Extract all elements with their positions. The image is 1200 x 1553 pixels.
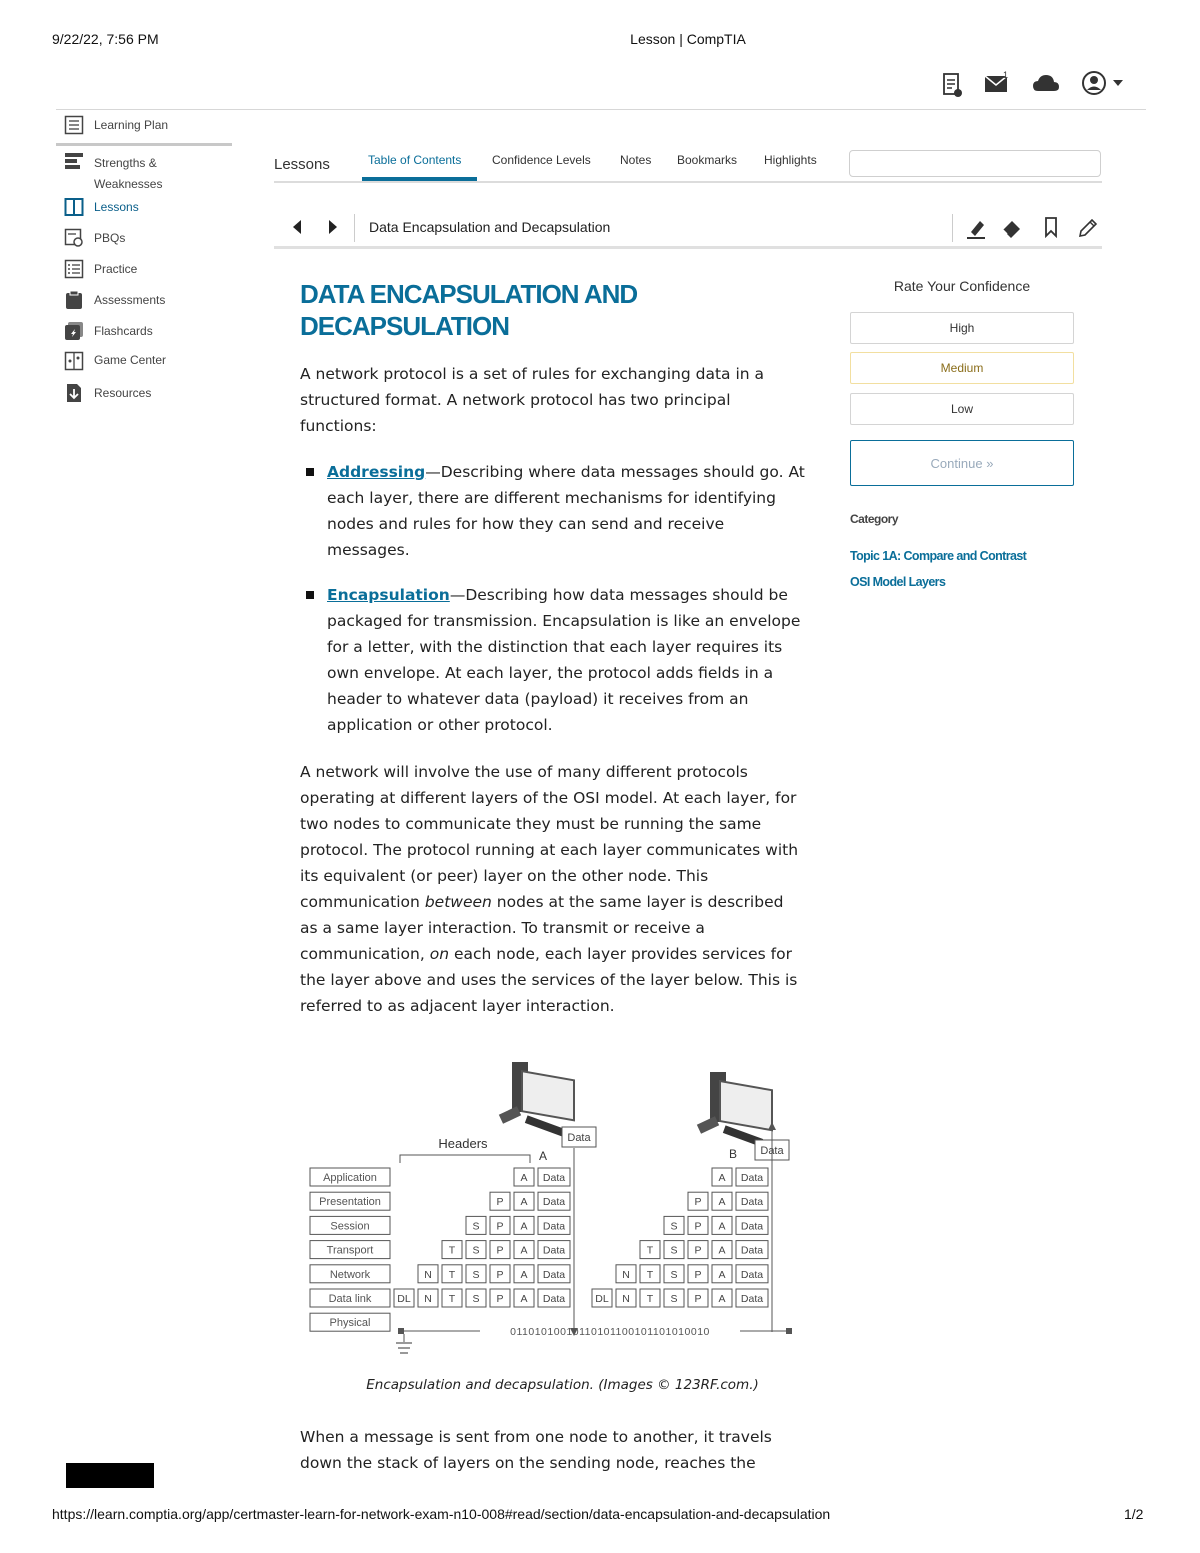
sidebar-divider bbox=[56, 143, 232, 146]
section-divider bbox=[274, 246, 1102, 249]
payload-label: Data bbox=[542, 1220, 566, 1233]
sidebar-label: Practice bbox=[94, 262, 138, 276]
bitstream: 01101010010110101100101101010010 bbox=[510, 1326, 710, 1338]
practice-icon bbox=[64, 259, 84, 279]
header-label: A bbox=[718, 1244, 726, 1257]
header-label: N bbox=[622, 1293, 630, 1305]
confidence-medium-button[interactable]: Medium bbox=[850, 352, 1074, 384]
game-center-icon bbox=[64, 351, 84, 371]
header-label: DL bbox=[595, 1293, 609, 1305]
header-label: T bbox=[646, 1244, 654, 1257]
header-label: A bbox=[718, 1268, 726, 1281]
next-section-button[interactable] bbox=[326, 218, 340, 241]
addressing-link[interactable]: Addressing bbox=[327, 463, 426, 481]
header-label: S bbox=[670, 1293, 678, 1305]
sidebar-item-practice[interactable] bbox=[64, 259, 137, 279]
messages-count: 1 bbox=[1003, 70, 1009, 80]
node-a-label: A bbox=[538, 1149, 548, 1163]
payload-label: Data bbox=[740, 1244, 764, 1257]
header-label: S bbox=[670, 1220, 678, 1233]
sidebar-label: PBQs bbox=[94, 231, 126, 245]
sidebar-label: Strengths & bbox=[94, 156, 157, 170]
header-label: P bbox=[694, 1196, 702, 1209]
category-label: Category bbox=[850, 512, 899, 526]
header-label: T bbox=[646, 1293, 654, 1305]
bullet-encapsulation: Encapsulation—Describing how data messages should be packaged for transmission. Encapsulation is like an envelope for a letter, with the distinction that each layer requires its own envelope. At each layer, the protocol adds fields in a header to whatever data (payload) it receives from an application or other protocol. bbox=[327, 586, 801, 734]
header-label: A bbox=[520, 1196, 528, 1209]
layer-label: Physical bbox=[329, 1317, 371, 1330]
payload-label: Data bbox=[740, 1220, 764, 1233]
confidence-high-button[interactable]: High bbox=[850, 312, 1074, 344]
layer-label: Session bbox=[330, 1220, 370, 1233]
tabs-divider bbox=[274, 181, 1102, 183]
sidebar-item-resources[interactable] bbox=[64, 383, 151, 403]
redaction-box bbox=[66, 1463, 154, 1488]
user-menu-icon[interactable] bbox=[1081, 70, 1129, 103]
highlight-icon[interactable] bbox=[965, 216, 987, 245]
data-label-a: Data bbox=[567, 1132, 591, 1144]
confidence-low-button[interactable]: Low bbox=[850, 393, 1074, 425]
cloud-icon[interactable] bbox=[1032, 72, 1060, 99]
header-label: S bbox=[670, 1268, 678, 1281]
header-label: P bbox=[694, 1244, 702, 1257]
top-divider bbox=[56, 109, 1146, 110]
header-label: A bbox=[520, 1244, 528, 1257]
intro-paragraph: A network protocol is a set of rules for exchanging data in a structured format. A network protocol has two principal functions: bbox=[300, 365, 765, 435]
payload-label: Data bbox=[542, 1196, 566, 1209]
bullet-marker bbox=[306, 468, 314, 476]
payload-label: Data bbox=[542, 1244, 566, 1257]
headers-label: Headers bbox=[438, 1136, 488, 1151]
node-b-label: B bbox=[728, 1147, 738, 1161]
bullet-addressing: Addressing—Describing where data messages should go. At each layer, there are different mechanisms for identifying nodes and rules for how they can send and receive messages. bbox=[327, 463, 805, 559]
payload-label: Data bbox=[740, 1293, 764, 1305]
header-label: S bbox=[472, 1220, 480, 1233]
header-label: A bbox=[520, 1293, 528, 1305]
layers-paragraph: A network will involve the use of many different protocols operating at different layers of the OSI model. At each layer, for two nodes to communicate they must be running the same protocol. The protocol running at each layer communicates with its equivalent (or peer) layer on the other node. This communication between nodes at the same layer is described as a same layer interaction. To transmit or receive a communication, on each node, each layer provides services for the layer above and uses the services of the layer below. This is referred to as adjacent layer interaction. bbox=[300, 763, 799, 1015]
prev-section-button[interactable] bbox=[290, 218, 304, 241]
header-label: S bbox=[472, 1244, 480, 1257]
sidebar-label: Learning Plan bbox=[94, 118, 169, 132]
header-label: P bbox=[694, 1293, 702, 1305]
sidebar-label: Flashcards bbox=[94, 324, 153, 338]
category-link[interactable]: Topic 1A: Compare and Contrast OSI Model Layers bbox=[850, 549, 1027, 589]
sidebar-label: Game Center bbox=[94, 353, 167, 367]
header-label: N bbox=[424, 1268, 432, 1281]
resources-icon bbox=[64, 383, 84, 403]
strengths-icon bbox=[64, 151, 84, 171]
learning-plan-icon bbox=[64, 115, 84, 135]
sidebar-item-game-center[interactable] bbox=[64, 351, 166, 371]
sidebar-label: Lessons bbox=[94, 200, 139, 214]
encapsulation-diagram bbox=[300, 1050, 820, 1370]
sidebar-item-pbqs[interactable] bbox=[64, 228, 125, 248]
layer-label: Data link bbox=[328, 1293, 372, 1305]
flashcards-icon bbox=[64, 321, 84, 341]
tab-confidence-levels[interactable]: Confidence Levels bbox=[492, 153, 591, 167]
payload-label: Data bbox=[542, 1268, 566, 1281]
payload-label: Data bbox=[740, 1196, 764, 1209]
payload-label: Data bbox=[542, 1293, 566, 1305]
continue-button[interactable]: Continue » bbox=[850, 440, 1074, 486]
header-label: A bbox=[718, 1196, 726, 1209]
pencil-icon[interactable] bbox=[1076, 216, 1100, 245]
bookmark-icon[interactable] bbox=[1042, 216, 1060, 243]
sidebar-item-lessons[interactable] bbox=[64, 197, 139, 217]
print-datetime: 9/22/22, 7:56 PM bbox=[52, 31, 159, 47]
tools-divider bbox=[952, 214, 953, 242]
eraser-icon[interactable] bbox=[1000, 216, 1024, 245]
header-label: P bbox=[496, 1268, 504, 1281]
layer-label: Presentation bbox=[319, 1196, 381, 1209]
header-label: P bbox=[496, 1293, 504, 1305]
tab-highlights[interactable]: Highlights bbox=[764, 153, 817, 167]
print-page-number: 1/2 bbox=[1124, 1506, 1144, 1522]
sidebar-item-flashcards[interactable] bbox=[64, 321, 153, 341]
header-label: A bbox=[520, 1172, 528, 1184]
header-label: S bbox=[472, 1293, 480, 1305]
header-label: N bbox=[622, 1268, 630, 1281]
encapsulation-link[interactable]: Encapsulation bbox=[327, 586, 450, 604]
tab-notes[interactable]: Notes bbox=[620, 153, 652, 167]
sidebar-label: Weaknesses bbox=[94, 177, 163, 191]
notes-icon[interactable] bbox=[942, 72, 964, 103]
layer-label: Network bbox=[329, 1268, 371, 1281]
computer-b-image bbox=[697, 1072, 772, 1147]
header-label: A bbox=[520, 1268, 528, 1281]
header-label: T bbox=[646, 1268, 654, 1281]
tab-bookmarks[interactable]: Bookmarks bbox=[677, 153, 738, 167]
header-label: P bbox=[694, 1268, 702, 1281]
header-label: S bbox=[472, 1268, 480, 1281]
header-label: S bbox=[670, 1244, 678, 1257]
header-label: P bbox=[496, 1196, 504, 1209]
header-label: T bbox=[448, 1293, 456, 1305]
search-input[interactable] bbox=[849, 150, 1101, 177]
sidebar-item-assessments[interactable] bbox=[64, 290, 165, 310]
sidebar-label: Resources bbox=[94, 386, 152, 400]
layer-label: Application bbox=[323, 1172, 377, 1184]
header-label: A bbox=[718, 1293, 726, 1305]
sidebar-item-strengths[interactable] bbox=[64, 151, 162, 195]
tab-table-of-contents[interactable]: Table of Contents bbox=[368, 153, 462, 167]
header-label: A bbox=[718, 1172, 726, 1184]
section-title: Data Encapsulation and Decapsulation bbox=[369, 219, 611, 235]
header-label: A bbox=[718, 1220, 726, 1233]
header-label: P bbox=[496, 1244, 504, 1257]
print-title: Lesson | CompTIA bbox=[630, 31, 746, 47]
payload-label: Data bbox=[542, 1172, 566, 1184]
figure-caption: Encapsulation and decapsulation. (Images © 123RF.com.) bbox=[366, 1377, 759, 1393]
lessons-icon bbox=[64, 197, 84, 217]
layer-label: Transport bbox=[326, 1244, 374, 1257]
assessments-icon bbox=[64, 290, 84, 310]
pbqs-icon bbox=[64, 228, 84, 248]
header-label: T bbox=[448, 1268, 456, 1281]
nav-divider bbox=[354, 214, 355, 242]
sidebar-item-learning-plan[interactable] bbox=[64, 115, 168, 135]
lessons-title: Lessons bbox=[274, 156, 330, 173]
header-label: A bbox=[520, 1220, 528, 1233]
travel-paragraph: When a message is sent from one node to another, it travels down the stack of layers on the sending node, reaches the bbox=[300, 1428, 772, 1472]
computer-a-image bbox=[499, 1062, 574, 1137]
header-label: DL bbox=[397, 1293, 411, 1305]
header-label: P bbox=[694, 1220, 702, 1233]
header-label: P bbox=[496, 1220, 504, 1233]
bullet-marker bbox=[306, 591, 314, 599]
payload-label: Data bbox=[740, 1172, 764, 1184]
header-label: N bbox=[424, 1293, 432, 1305]
header-label: T bbox=[448, 1244, 456, 1257]
page-heading: DATA ENCAPSULATION AND DECAPSULATION bbox=[300, 279, 638, 341]
sidebar-label: Assessments bbox=[94, 293, 166, 307]
payload-label: Data bbox=[740, 1268, 764, 1281]
print-url: https://learn.comptia.org/app/certmaster-learn-for-network-exam-n10-008#read/section/data-encapsulation-and-decapsulation bbox=[52, 1506, 831, 1522]
confidence-title: Rate Your Confidence bbox=[893, 278, 1031, 294]
data-label-b: Data bbox=[760, 1145, 784, 1157]
